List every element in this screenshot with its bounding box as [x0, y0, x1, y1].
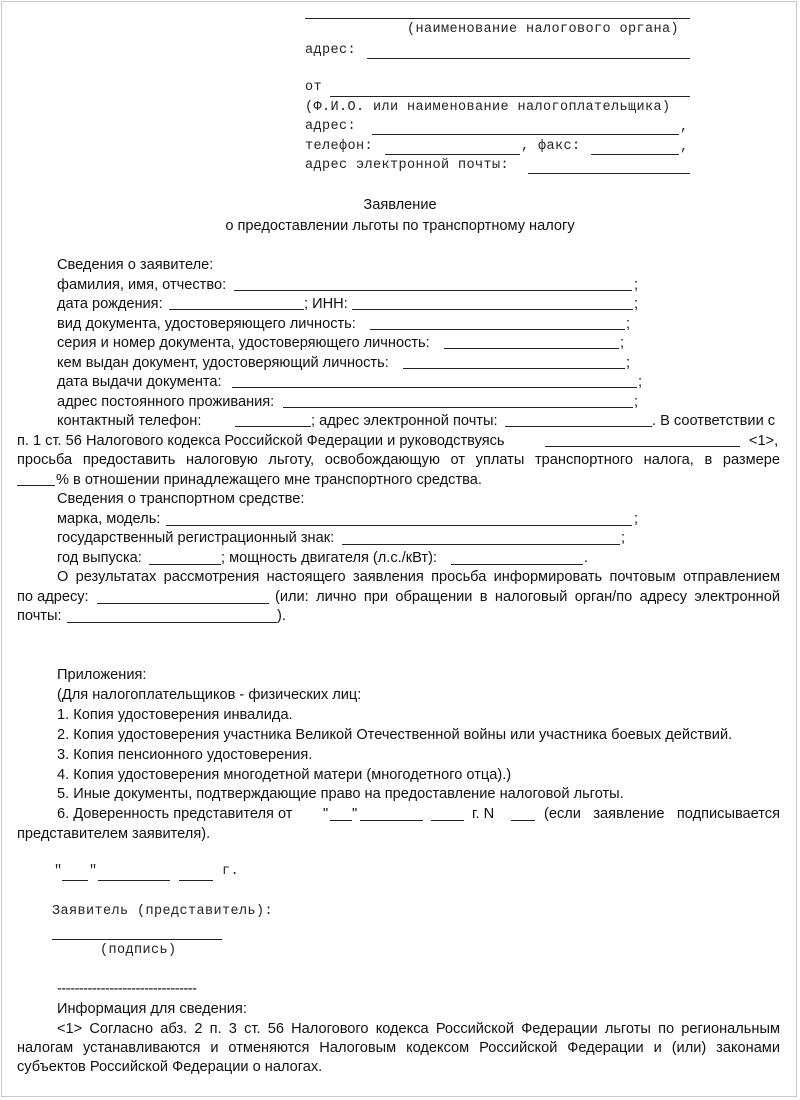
address-comma: , — [680, 120, 689, 135]
signature-caption: (подпись) — [100, 943, 177, 958]
footnote-text: <1> Согласно абз. 2 п. 3 ст. 56 Налогового кодекса Российской Федерации льготы по региональным — [57, 1021, 780, 1037]
benefit-percent-text: % в отношении принадлежащего мне транспортного средства. — [56, 472, 482, 488]
sign-year-field[interactable] — [179, 880, 213, 881]
email-field[interactable] — [528, 173, 690, 174]
attachment-item: 2. Копия удостоверения участника Великой Отечественной войны или участника боевых действий. — [57, 727, 733, 743]
taxpayer-address-label: адрес: — [305, 119, 357, 134]
notify-email-field[interactable] — [67, 622, 277, 623]
poa-year-suffix: г. N — [472, 806, 495, 822]
from-label: от — [305, 80, 323, 95]
tax-organ-address-field[interactable] — [367, 58, 690, 59]
footnote-text: налогам устанавливаются и отменяются Налоговым кодексом Российской Федерации и (или) законами — [17, 1040, 780, 1056]
footnote-ref: <1>, — [749, 433, 779, 449]
sign-year-suffix: г. — [222, 864, 240, 879]
birth-date-label: дата рождения: — [57, 296, 163, 312]
doc-issuer-label: кем выдан документ, удостоверяющий личность: — [57, 355, 389, 371]
fax-field[interactable] — [591, 154, 679, 155]
poa-month-field[interactable] — [360, 820, 423, 821]
footnote-text: субъектов Российской Федерации о налогах. — [17, 1059, 323, 1075]
date-quote-open: " — [54, 864, 63, 879]
fio-field[interactable] — [234, 290, 632, 291]
taxpayer-address-field[interactable] — [372, 134, 679, 135]
sign-month-field[interactable] — [98, 880, 170, 881]
benefit-percent-field[interactable] — [17, 485, 55, 486]
tax-organ-address-label: адрес: — [305, 43, 357, 58]
poa-condition: (если заявление подписывается — [544, 806, 780, 822]
doc-type-field[interactable] — [370, 329, 625, 330]
tax-organ-line[interactable] — [305, 18, 690, 19]
attachment-item-6: 6. Доверенность представителя от — [57, 806, 293, 822]
vehicle-period: . — [584, 550, 589, 566]
poa-quote-close: " — [352, 806, 358, 822]
attachment-item: 1. Копия удостоверения инвалида. — [57, 707, 293, 723]
residence-field[interactable] — [283, 407, 633, 408]
birth-date-field[interactable] — [169, 309, 304, 310]
info-heading: Информация для сведения: — [57, 1001, 247, 1017]
inn-field[interactable] — [352, 309, 633, 310]
benefit-request-text: просьба предоставить налоговую льготу, освобождающую от уплаты транспортного налога, в размере — [17, 452, 780, 468]
engine-power-field[interactable] — [451, 564, 583, 565]
plate-field[interactable] — [342, 544, 620, 545]
residence-semicolon: ; — [634, 394, 639, 410]
inn-semicolon: ; — [634, 296, 639, 312]
poa-day-field[interactable] — [330, 820, 352, 821]
attachment-item: 5. Иные документы, подтверждающие право на предоставление налоговой льготы. — [57, 786, 624, 802]
inn-label: ; ИНН: — [304, 296, 348, 312]
guided-by-field[interactable] — [545, 446, 740, 447]
contact-email-label: ; адрес электронной почты: — [311, 413, 498, 429]
taxpayer-caption: (Ф.И.О. или наименование налогоплательщика) — [305, 100, 671, 115]
doc-issuer-semicolon: ; — [626, 355, 631, 371]
doc-series-semicolon: ; — [620, 335, 625, 351]
doc-series-field[interactable] — [444, 348, 619, 349]
notify-close-paren: ). — [277, 608, 286, 624]
vehicle-model-label: марка, модель: — [57, 511, 161, 527]
poa-condition-end: представителем заявителя). — [17, 826, 211, 842]
plate-label: государственный регистрационный знак: — [57, 530, 335, 546]
vehicle-model-field[interactable] — [166, 525, 632, 526]
taxpayer-name-field[interactable] — [330, 96, 690, 97]
fio-label: фамилия, имя, отчество: — [57, 277, 227, 293]
plate-semicolon: ; — [621, 530, 626, 546]
doc-series-label: серия и номер документа, удостоверяющего личность: — [57, 335, 430, 351]
notify-alternative-text: (или: лично при обращении в налоговый орган/по адресу электронной — [275, 589, 780, 605]
tax-code-reference: п. 1 ст. 56 Налогового кодекса Российской Федерации и руководствуясь — [17, 433, 505, 449]
fio-semicolon: ; — [634, 277, 639, 293]
vehicle-heading: Сведения о транспортном средстве: — [57, 491, 305, 507]
vehicle-year-field[interactable] — [149, 564, 221, 565]
phone-label: телефон: — [305, 139, 374, 154]
notify-address-field[interactable] — [97, 603, 269, 604]
document-title: Заявление — [363, 197, 437, 213]
email-label: адрес электронной почты: — [305, 158, 510, 173]
vehicle-model-semicolon: ; — [634, 511, 639, 527]
issue-date-semicolon: ; — [638, 374, 643, 390]
applicant-signature-label: Заявитель (представитель): — [52, 904, 274, 919]
fax-comma: , — [680, 140, 689, 155]
notify-email-label: почты: — [17, 608, 62, 624]
attachments-subheading: (Для налогоплательщиков - физических лиц: — [57, 687, 362, 703]
engine-power-label: ; мощность двигателя (л.с./кВт): — [221, 550, 437, 566]
signature-field[interactable] — [52, 939, 222, 940]
notify-address-label: по адресу: — [17, 589, 89, 605]
footer-separator: -------------------------------- — [57, 981, 197, 997]
issue-date-label: дата выдачи документа: — [57, 374, 222, 390]
contact-email-field[interactable] — [505, 426, 652, 427]
vehicle-year-label: год выпуска: — [57, 550, 142, 566]
sign-day-field[interactable] — [62, 880, 88, 881]
doc-type-semicolon: ; — [626, 316, 631, 332]
issue-date-field[interactable] — [232, 387, 637, 388]
poa-quote-open: " — [323, 806, 329, 822]
doc-issuer-field[interactable] — [403, 368, 625, 369]
document-subtitle: о предоставлении льготы по транспортному налогу — [225, 218, 575, 234]
in-accordance-text: . В соответствии с — [652, 413, 776, 429]
applicant-heading: Сведения о заявителе: — [57, 257, 214, 273]
attachments-heading: Приложения: — [57, 667, 147, 683]
date-quote-close: " — [89, 864, 98, 879]
poa-year-field[interactable] — [431, 820, 464, 821]
contact-phone-field[interactable] — [235, 426, 311, 427]
contact-phone-label: контактный телефон: — [57, 413, 202, 429]
tax-organ-caption: (наименование налогового органа) — [407, 22, 680, 37]
doc-type-label: вид документа, удостоверяющего личность: — [57, 316, 356, 332]
fax-label: , факс: — [521, 139, 581, 154]
residence-label: адрес постоянного проживания: — [57, 394, 275, 410]
phone-field[interactable] — [385, 154, 520, 155]
attachment-item: 4. Копия удостоверения многодетной матери (многодетного отца).) — [57, 767, 512, 783]
notify-text: О результатах рассмотрения настоящего заявления просьба информировать почтовым отправлением — [57, 569, 780, 585]
poa-number-field[interactable] — [511, 820, 535, 821]
attachment-item: 3. Копия пенсионного удостоверения. — [57, 747, 313, 763]
